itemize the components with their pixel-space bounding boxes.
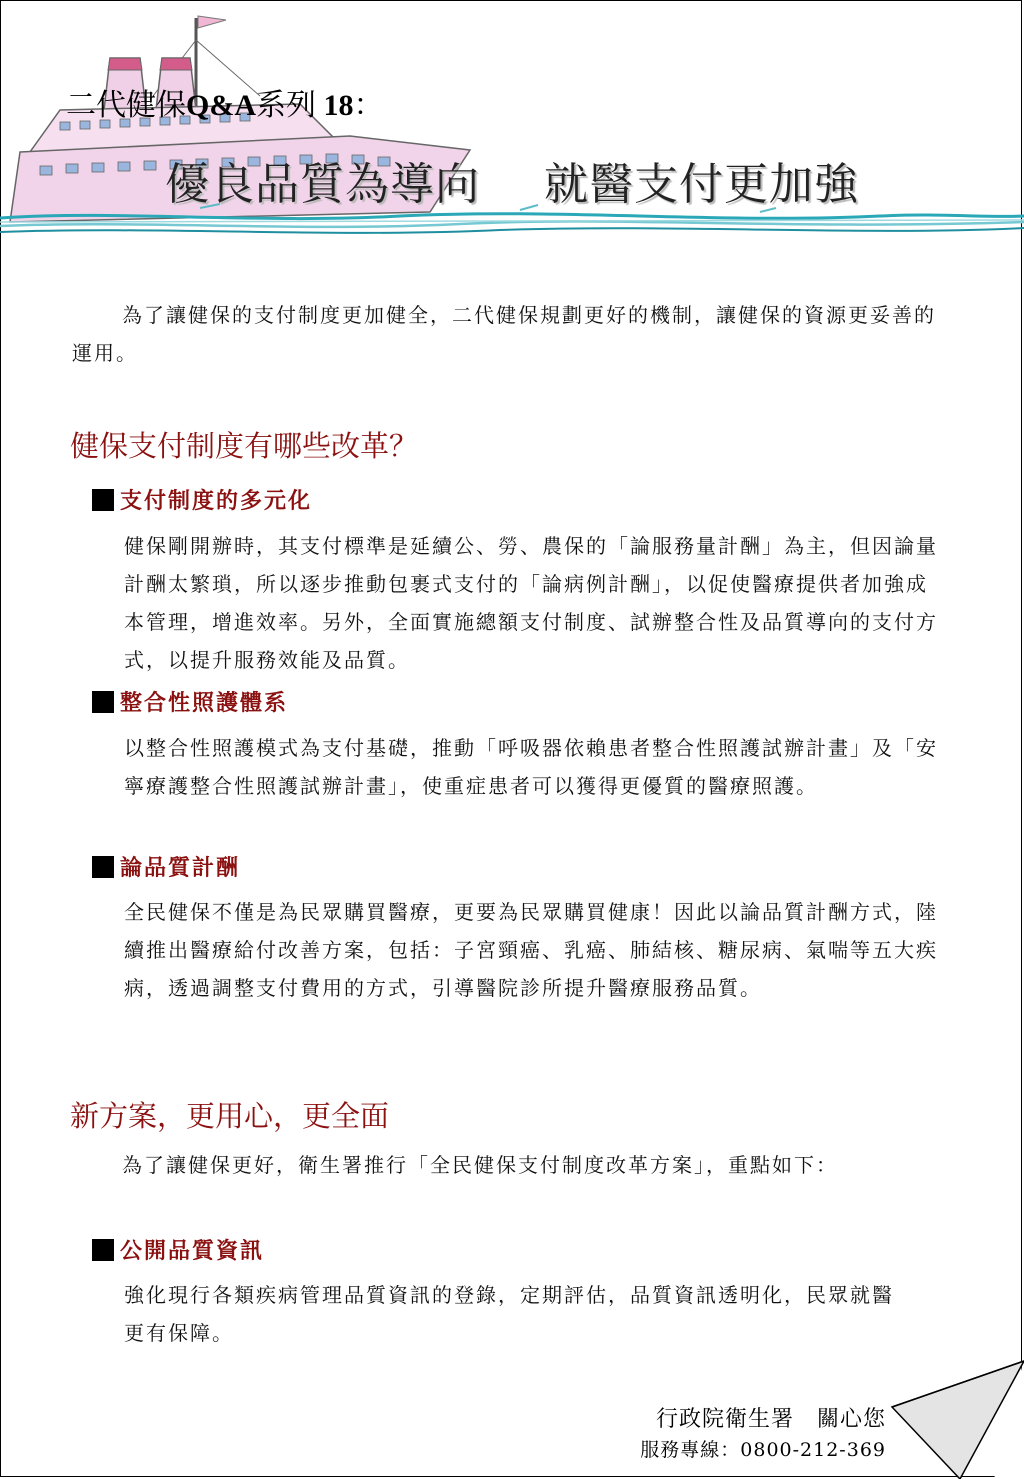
paragraph-integrated-care: 以整合性照護模式為支付基礎，推動「呼吸器依賴患者整合性照護試辦計畫」及「安寧療護整合性照護試辦計畫」，使重症患者可以獲得更優質的醫療照護。 xyxy=(124,736,938,798)
subheading-public-quality-info: 公開品質資訊 xyxy=(92,1234,264,1265)
square-bullet-icon xyxy=(92,489,114,511)
square-bullet-icon xyxy=(92,691,114,713)
series-qa: Q&A xyxy=(186,89,256,122)
paragraph-public-quality-info: 強化現行各類疾病管理品質資訊的登錄，定期評估，品質資訊透明化，民眾就醫更有保障。 xyxy=(124,1283,894,1345)
footer-organization: 行政院衛生署 關心您 xyxy=(655,1407,886,1432)
series-number: 18 xyxy=(316,89,354,122)
subheading-integrated-care: 整合性照護體系 xyxy=(92,686,288,717)
title-part-2: 就醫支付更加強 xyxy=(544,159,859,210)
page-curl-decoration xyxy=(864,1359,1024,1479)
paragraph-new-plan-intro: 為了讓健保更好，衛生署推行「全民健保支付制度改革方案」，重點如下： xyxy=(122,1153,838,1177)
section-heading-reforms: 健保支付制度有哪些改革？ xyxy=(70,429,419,463)
section-heading-new-plan: 新方案，更用心，更全面 xyxy=(70,1099,390,1133)
intro-paragraph: 為了讓健保的支付制度更加健全，二代健保規劃更好的機制，讓健保的資源更妥善的運用。 xyxy=(72,303,936,365)
page-title xyxy=(0,148,1024,212)
paragraph-diversified-payment: 健保剛開辦時，其支付標準是延續公、勞、農保的「論服務量計酬」為主，但因論量計酬太繁瑣，所以逐步推動包裹式支付的「論病例計酬」，以促使醫療提供者加強成本管理，增進效率。另外，全面實施總額支付制度、試辦整合性及品質導向的支付方式，以提升服務效能及品質。 xyxy=(124,534,938,672)
footer-hotline: 服務專線：0800-212-369 xyxy=(640,1439,886,1461)
paragraph-pay-for-quality: 全民健保不僅是為民眾購買醫療，更要為民眾購買健康！因此以論品質計酬方式，陸續推出醫療給付改善方案，包括：子宮頸癌、乳癌、肺結核、糖尿病、氣喘等五大疾病，透過調整支付費用的方式，引導醫院診所提升醫療服務品質。 xyxy=(124,900,938,1000)
series-label: 二代健保Q&A系列 18： xyxy=(66,89,384,122)
title-part-1: 優良品質為導向 xyxy=(165,159,480,210)
subheading-diversified-payment: 支付制度的多元化 xyxy=(92,484,312,515)
square-bullet-icon xyxy=(92,856,114,878)
square-bullet-icon xyxy=(92,1239,114,1261)
subheading-pay-for-quality: 論品質計酬 xyxy=(92,851,240,882)
